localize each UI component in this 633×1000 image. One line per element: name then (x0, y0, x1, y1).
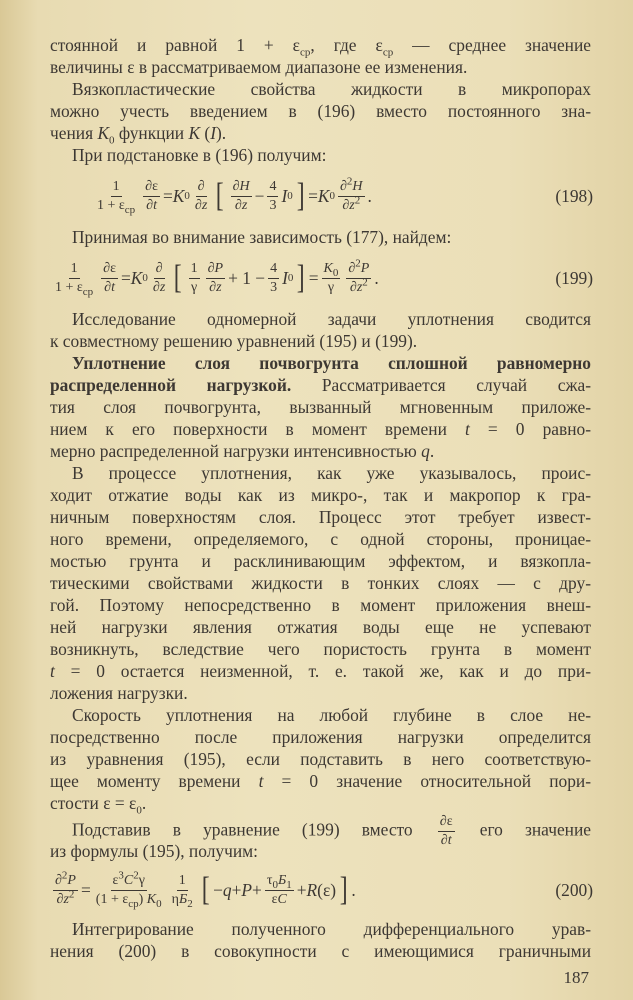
text-run: 1 + ε (55, 279, 83, 295)
text-line (50, 572, 591, 594)
text-run: стости ε = ε (50, 793, 137, 813)
denominator (95, 197, 137, 214)
fraction (267, 179, 278, 214)
math-symbol: z (356, 279, 363, 295)
math-symbol: z (159, 279, 166, 295)
text-run: 1 (178, 872, 186, 888)
text-run: Скорость уплотнения на любой глубине в слое не- (72, 705, 591, 725)
text-line (50, 226, 591, 248)
subscript: 2 (187, 897, 193, 910)
numerator (438, 814, 455, 832)
text-run: мостью грунта и расклинивающим эффектом, и вязкопла- (50, 551, 591, 571)
text-run: щее моменту времени (50, 771, 259, 791)
supscript: 2 (346, 174, 353, 187)
text-run: = (120, 267, 131, 288)
fraction (143, 179, 160, 214)
text-line (50, 100, 591, 122)
text-line (50, 440, 591, 462)
text-line (50, 918, 591, 940)
text-run: ∂ (234, 197, 242, 213)
text-line (50, 308, 591, 330)
text-line (50, 550, 591, 572)
text-run: величины ε в рассматриваемом диапазоне ее изменения. (50, 57, 468, 77)
denominator (267, 197, 278, 214)
math-symbol: z (349, 197, 355, 213)
text-run: . (141, 793, 147, 813)
math-symbol: t (50, 661, 55, 681)
text-run: ней нагрузки явления отжатия воды еще не успевают (50, 617, 591, 637)
fraction (53, 261, 95, 296)
fraction (151, 261, 167, 296)
text-run: , где ε (310, 35, 383, 55)
text-line (50, 638, 591, 660)
text-line (50, 506, 591, 528)
text-line (50, 770, 591, 792)
math-symbol: t (464, 419, 470, 439)
bracket: [ (173, 259, 182, 296)
text-run: + (252, 879, 262, 900)
denominator (94, 891, 164, 908)
denominator (102, 279, 117, 296)
math-symbol: R (306, 879, 318, 900)
text-run: − (254, 185, 265, 206)
subscript: 0 (332, 266, 339, 279)
text-run: тическими свойствами жидкости в тонких слоях — с дру- (50, 573, 591, 593)
supscript: 2 (354, 193, 361, 206)
math-symbol: K (130, 267, 143, 288)
text-line (50, 462, 591, 484)
text-run: = (308, 267, 319, 288)
text-run: из уравнения (195), если подставить в него соответствую- (50, 749, 591, 769)
math-symbol: I (281, 185, 288, 206)
text-run: ∂ε (145, 178, 158, 194)
text-line (50, 396, 591, 418)
text-line (50, 352, 591, 374)
math-symbol: z (216, 279, 222, 295)
text-run: τ (266, 872, 273, 888)
bold-heading: распределенной нагрузкой. (50, 375, 292, 395)
subscript: 1 (286, 878, 292, 891)
math-symbol: H (352, 178, 363, 194)
equation (50, 248, 591, 308)
denominator (55, 887, 77, 908)
math-symbol: t (153, 197, 157, 213)
text-run: = (162, 185, 173, 206)
numerator (267, 179, 278, 197)
text-run: его значение (457, 819, 591, 840)
equation-number: (199) (555, 267, 593, 288)
subscript: 0 (156, 897, 162, 910)
numerator (265, 873, 294, 891)
math-symbol: K (317, 185, 330, 206)
fraction (231, 179, 252, 214)
bracket: ] (339, 871, 348, 908)
math-symbol: t (447, 833, 452, 848)
bracket: ] (297, 259, 306, 296)
text-line (50, 792, 591, 817)
math-symbol: C (123, 872, 134, 888)
denominator (326, 279, 336, 296)
fraction (101, 261, 118, 296)
math-symbol: K (97, 123, 110, 143)
text-run: Исследование одномерной задачи уплотнения сводится (72, 309, 591, 329)
text-run: γ (191, 279, 198, 295)
math-symbol: K (146, 891, 157, 907)
page-number: 187 (563, 968, 589, 987)
text-run: γ (138, 872, 145, 888)
text-run: к совместному решению уравнений (195) и (199). (50, 331, 418, 351)
text-run: (1 + ε (95, 891, 129, 907)
text-run: ∂ (340, 178, 347, 194)
text-run: возникнуть, вследствие чего пористость грунта в момент (50, 639, 591, 659)
equation-number: (198) (555, 185, 593, 206)
math-symbol: P (360, 260, 370, 276)
text-run: из формулы (195), получим: (50, 841, 258, 861)
text-line (50, 594, 591, 616)
text-line (50, 748, 591, 770)
fraction (170, 873, 195, 908)
fraction (268, 261, 279, 296)
numerator (206, 261, 225, 279)
equation (50, 166, 591, 226)
text-run: ∂ (232, 178, 240, 194)
math-symbol: q (421, 441, 430, 461)
numerator (231, 179, 252, 197)
equation-body: 1 $1 + \varepsilon_{ср}$ $\frac{\partial\varepsilon}{\partial t}$ = K 0 ∂ ∂z [ $\frac{\partial H}{\partial z}$ − $\frac{4}{3}$ I 0 ] = K 0 $\frac{\partial^2H}{\partial z^2}$ . (97, 174, 372, 216)
subscript: ср (299, 46, 311, 59)
book-page-text (50, 34, 591, 962)
supscript: 2 (61, 868, 68, 881)
denominator (170, 891, 195, 908)
text-run: ∂ (349, 279, 357, 295)
supscript: 2 (355, 256, 361, 269)
text-run: ∂ (207, 260, 215, 276)
fraction (438, 814, 455, 849)
text-line (50, 726, 591, 748)
text-run: ∂ (146, 197, 154, 213)
text-run: ∂ (348, 260, 356, 276)
text-run: + (231, 879, 242, 900)
subscript: ср (82, 285, 94, 298)
text-run: η (171, 891, 179, 907)
equation-body: 1 $1 + \varepsilon_{ср}$ $\frac{\partial\varepsilon}{\partial t}$ = K 0 ∂ ∂z [ $\frac{1}{\gamma}$ $\frac{\partial P}{\partial z}$ + 1 − $\frac{4}{3}$ I 0 ] = $\frac{K_0}{\gamma}$ $\frac{\partial^2P}{\partial z^2}$ . (55, 256, 379, 298)
text-run: 4 (270, 260, 278, 276)
math-symbol: K (172, 185, 185, 206)
text-run: стоянной и равной 1 + ε (50, 35, 300, 55)
denominator (439, 832, 454, 849)
text-run: Интегрирование полученного дифференциального урав- (72, 919, 591, 939)
math-symbol: I (282, 267, 288, 288)
equation-body (50, 868, 591, 910)
numerator (154, 261, 165, 279)
text-run: ∂ (56, 891, 64, 907)
text-run: = 0 остается неизменной, т. е. такой же, как и до при- (54, 661, 591, 681)
text-run: = (80, 879, 91, 900)
denominator (193, 197, 209, 214)
denominator (268, 279, 279, 296)
text-run: ничным поверхностям слоя. Процесс этот требует извест- (50, 507, 591, 527)
denominator (144, 197, 159, 214)
text-run: γ (327, 279, 335, 295)
text-run: При подстановке в (196) получим: (72, 145, 327, 165)
text-line (50, 78, 591, 100)
math-symbol: K (188, 123, 201, 143)
numerator (111, 179, 122, 197)
text-line (50, 814, 591, 848)
text-line (50, 374, 591, 396)
math-symbol: Б (277, 872, 287, 888)
text-run: можно учесть введением в (196) вместо постоянного зна- (50, 101, 591, 121)
text-run: ε (112, 872, 119, 888)
text-run: . (351, 879, 356, 900)
denominator (233, 197, 249, 214)
text-run: ∂ (440, 833, 448, 848)
text-run: ε (271, 891, 278, 907)
text-run: = 0 равно- (469, 419, 591, 439)
text-run: . (374, 267, 379, 288)
text-run: тия слоя почвогрунта, вызванный мгновенным приложе- (50, 397, 591, 417)
text-run: . (429, 441, 435, 461)
supscript: 3 (118, 868, 124, 881)
text-run: 4 (269, 178, 277, 194)
fraction (265, 873, 294, 908)
text-run: 1 (190, 260, 198, 276)
text-run: ). (216, 123, 227, 143)
math-symbol: H (239, 178, 250, 194)
text-line (50, 840, 591, 862)
text-run: 1 (70, 260, 78, 276)
supscript: 2 (133, 868, 139, 881)
math-symbol: C (277, 891, 287, 907)
text-run: + 1 − (228, 267, 266, 288)
text-line (50, 616, 591, 638)
numerator (189, 261, 200, 279)
numerator (143, 179, 160, 197)
text-run: 1 (112, 178, 120, 194)
text-run: ∂ (155, 260, 163, 276)
text-run: ходит отжатие воды как из микро-, так и макропор к гра- (50, 485, 591, 505)
numerator (196, 179, 207, 197)
bold-heading: Уплотнение слоя почвогрунта сплошной равномерно (72, 353, 591, 373)
math-symbol: Б (178, 891, 188, 907)
text-run: Рассматривается случай сжа- (291, 375, 591, 395)
text-run: ∂ (209, 279, 217, 295)
text-run: 1 + ε (97, 197, 125, 213)
subscript: ср (382, 46, 394, 59)
text-line (50, 940, 591, 962)
text-line (50, 484, 591, 506)
text-run: 3 (270, 279, 278, 295)
text-line (50, 660, 591, 682)
text-run: ∂ (104, 279, 112, 295)
numerator (338, 174, 365, 197)
subscript: ср (124, 203, 136, 216)
text-run: ) (138, 891, 147, 907)
text-line (50, 528, 591, 550)
text-run: чения (50, 123, 98, 143)
math-symbol: t (258, 771, 264, 791)
math-symbol: I (210, 123, 216, 143)
fraction (193, 179, 209, 214)
fraction (53, 868, 78, 908)
numerator (268, 261, 279, 279)
math-symbol: z (241, 197, 248, 213)
numerator (69, 261, 80, 279)
math-symbol: P (241, 879, 253, 900)
text-run: ложения нагрузки. (50, 683, 188, 703)
denominator (189, 279, 199, 296)
text-run: − (213, 879, 223, 900)
subscript: 0 (272, 878, 278, 891)
math-symbol: q (222, 879, 232, 900)
denominator (207, 279, 223, 296)
denominator (151, 279, 167, 296)
text-run: ( (200, 123, 211, 143)
equation (50, 862, 591, 918)
math-symbol: z (201, 197, 208, 213)
subscript: ср (128, 897, 139, 910)
math-symbol: P (67, 872, 76, 888)
text-run: посредственно после приложения нагрузки определится (50, 727, 591, 747)
denominator (53, 279, 95, 296)
fraction (206, 261, 225, 296)
math-symbol: P (214, 260, 224, 276)
text-run: Вязкопластические свойства жидкости в микропорах (72, 79, 591, 99)
math-symbol: K (323, 260, 333, 276)
text-line (50, 144, 591, 166)
text-line (50, 122, 591, 147)
text-line (50, 34, 591, 59)
bracket: [ (215, 177, 224, 214)
numerator (101, 261, 118, 279)
fraction (346, 256, 371, 296)
text-line (50, 418, 591, 440)
text-run: ∂ (152, 279, 160, 295)
text-run: — среднее значение (393, 35, 591, 55)
text-run: гой. Поэтому непосредственно в момент приложения внеш- (50, 595, 591, 615)
text-run: ∂ (342, 197, 350, 213)
text-run: ∂ (55, 872, 62, 888)
text-run: (ε) (317, 879, 337, 900)
subscript: 0 (109, 134, 115, 147)
fraction (338, 174, 365, 214)
fraction (189, 261, 200, 296)
text-run: . (367, 185, 372, 206)
text-run: = 0 значение относительной пори- (263, 771, 591, 791)
fraction (322, 261, 341, 296)
text-line (50, 704, 591, 726)
subscript: 0 (136, 804, 142, 817)
text-run: нения (200) в совокупности с имеющимися граничными (50, 941, 591, 961)
numerator (177, 873, 188, 891)
text-run: В процессе уплотнения, как уже указывалось, проис- (72, 463, 591, 483)
text-run: ∂ε (439, 814, 453, 829)
text-line (50, 682, 591, 704)
text-run: = (308, 185, 318, 206)
text-run: функции (114, 123, 189, 143)
text-run: нием к его поверхности в момент времени (50, 419, 465, 439)
equation-number: (200) (555, 879, 593, 900)
text-run: 3 (269, 197, 277, 213)
text-line (50, 56, 591, 78)
text-run: мерно распределенной нагрузки интенсивностью (50, 441, 422, 461)
text-line (50, 330, 591, 352)
text-run: ного времени, определяемого, с одной стороны, проницае- (50, 529, 591, 549)
fraction (95, 179, 137, 214)
numerator (111, 868, 147, 891)
denominator (348, 275, 370, 296)
denominator (270, 891, 289, 908)
text-run: ∂ (197, 178, 205, 194)
fraction (94, 868, 164, 910)
bracket: ] (296, 177, 305, 214)
supscript: 2 (362, 275, 368, 288)
math-symbol: t (111, 279, 115, 295)
supscript: 2 (68, 887, 75, 900)
bracket: [ (201, 871, 210, 908)
text-run: ∂ε (103, 260, 116, 276)
numerator (322, 261, 341, 279)
text-run: + (296, 879, 307, 900)
math-symbol: z (63, 891, 69, 907)
text-run: ∂ (194, 197, 202, 213)
text-run: Подставив в уравнение (199) вместо (72, 819, 435, 840)
text-run: Принимая во внимание зависимость (177), найдем: (72, 227, 452, 247)
denominator (340, 193, 362, 214)
